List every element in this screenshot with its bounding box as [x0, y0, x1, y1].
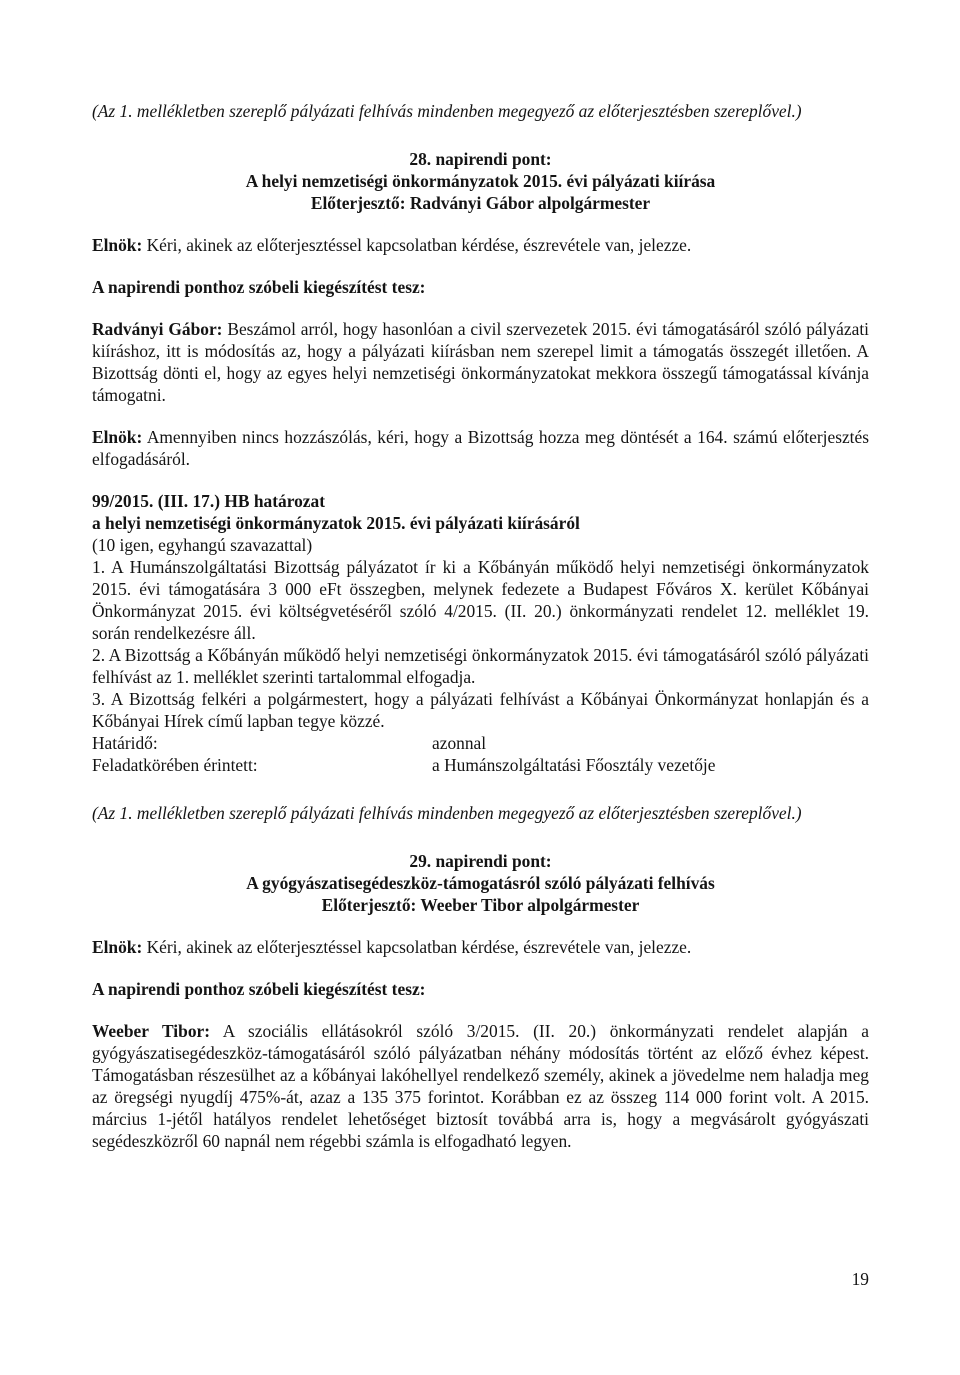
- page-number: 19: [851, 1269, 869, 1289]
- supplement-title: A napirendi ponthoz szóbeli kiegészítést tesz:: [92, 277, 426, 297]
- resolution-item-2: 2. A Bizottság a Kőbányán működő helyi nemzetiségi önkormányzatok 2015. évi támogatásáról szóló pályázati felhívást az 1. melléklet szerinti tartalommal elfogadja.: [92, 645, 869, 687]
- agenda-heading-28: [92, 148, 869, 214]
- chair-label: Elnök:: [92, 427, 143, 447]
- agenda-presenter: Előterjesztő: Weeber Tibor alpolgármester: [321, 895, 640, 915]
- responsible-value: a Humánszolgáltatási Főosztály vezetője: [432, 755, 716, 775]
- responsible-row: [92, 754, 869, 776]
- chair-statement-1: [92, 234, 869, 256]
- deadline-label: Határidő:: [92, 733, 158, 753]
- annex-note-top: (Az 1. mellékletben szereplő pályázati felhívás mindenben megegyező az előterjesztésben szereplővel.): [92, 101, 802, 121]
- chair-statement-2: [92, 426, 869, 470]
- supplement-title: A napirendi ponthoz szóbeli kiegészítést tesz:: [92, 979, 426, 999]
- deadline-row: [92, 732, 869, 754]
- speaker-statement: [92, 1020, 869, 1152]
- agenda-presenter: Előterjesztő: Radványi Gábor alpolgármester: [310, 193, 651, 213]
- speaker-label: Weeber Tibor:: [92, 1021, 211, 1041]
- chair-label: Elnök:: [92, 235, 143, 255]
- agenda-title: A helyi nemzetiségi önkormányzatok 2015. évi pályázati kiírása: [245, 171, 716, 191]
- resolution-item-3: 3. A Bizottság felkéri a polgármestert, hogy a pályázati felhívást a Kőbányai Önkormányzat honlapján és a Kőbányai Hírek című lapban tegye közzé.: [92, 689, 869, 731]
- resolution-number: 99/2015. (III. 17.) HB határozat: [92, 491, 325, 511]
- resolution-block: [92, 490, 869, 776]
- speaker-statement: [92, 318, 869, 406]
- chair-text: Amennyiben nincs hozzászólás, kéri, hogy a Bizottság hozza meg döntését a 164. számú előterjesztés elfogadásáról.: [92, 427, 869, 469]
- responsible-label: Feladatkörében érintett:: [92, 755, 258, 775]
- agenda-title: A gyógyászatisegédeszköz-támogatásról szóló pályázati felhívás: [246, 873, 715, 893]
- deadline-value: azonnal: [432, 733, 487, 753]
- chair-text: Kéri, akinek az előterjesztéssel kapcsolatban kérdése, észrevétele van, jelezze.: [142, 937, 692, 957]
- chair-statement-3: [92, 936, 869, 958]
- vote-result: (10 igen, egyhangú szavazattal): [92, 535, 313, 555]
- annex-note-bottom: (Az 1. mellékletben szereplő pályázati felhívás mindenben megegyező az előterjesztésben szereplővel.): [92, 803, 802, 823]
- resolution-item-1: 1. A Humánszolgáltatási Bizottság pályázatot ír ki a Kőbányán működő helyi nemzetiségi önkormányzatok 2015. évi támogatására 3 000 eFt összegben, melynek fedezete a Budapest Főváros X. kerület Kőbányai Önkormányzat 2015. évi költségvetéséről szóló 4/2015. (II. 20.) önkormányzati rendelet 12. melléklet 19. során rendelkezésre áll.: [92, 557, 869, 643]
- chair-label: Elnök:: [92, 937, 143, 957]
- resolution-title: a helyi nemzetiségi önkormányzatok 2015. évi pályázati kiírásáról: [92, 513, 580, 533]
- chair-text: Kéri, akinek az előterjesztéssel kapcsolatban kérdése, észrevétele van, jelezze.: [142, 235, 692, 255]
- speaker-text: Beszámol arról, hogy hasonlóan a civil szervezetek 2015. évi támogatásáról szóló pályázati kiíráshoz, itt is módosítás az, hogy a pályázati kiírásban nem szerepel limit a támogatás összegét illetően. A Bizottság dönti el, hogy az egyes helyi nemzetiségi önkormányzatokat mekkora összegű támogatással kívánja támogatni.: [92, 319, 869, 405]
- document-page: [92, 100, 869, 1152]
- agenda-number: 29. napirendi pont:: [409, 851, 552, 871]
- speaker-label: Radványi Gábor:: [92, 319, 223, 339]
- agenda-heading-29: [92, 850, 869, 916]
- agenda-number: 28. napirendi pont:: [409, 149, 552, 169]
- speaker-text: A szociális ellátásokról szóló 3/2015. (II. 20.) önkormányzati rendelet alapján a gyógyászatisegédeszköz-támogatásáról szóló pályázatban néhány módosítás történt az előző évhez képest. Támogatásban részesülhet az a kőbányai lakóhellyel rendelkező személy, akinek a jövedelme nem haladja meg az öregségi nyugdíj 475%-át, azaz a 135 375 forintot. Korábban ez az összeg 114 000 forint volt. A 2015. március 1-jétől hatályos rendelet lehetőséget biztosít továbbá arra is, hogy a megvásárolt gyógyászati segédeszközről 60 napnál nem régebbi számla is elfogadható legyen.: [92, 1021, 869, 1151]
